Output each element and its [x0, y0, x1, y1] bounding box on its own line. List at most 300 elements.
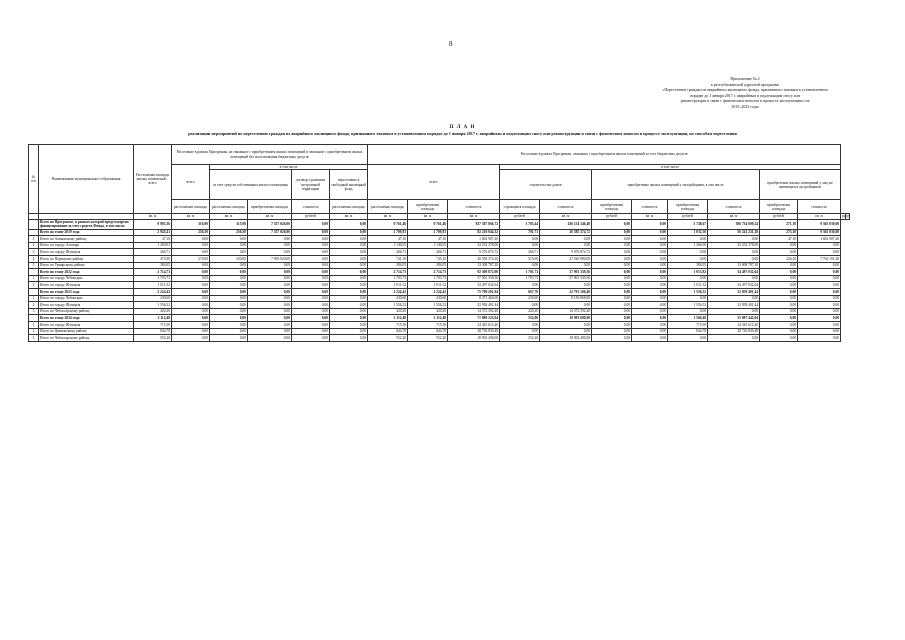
value-cell: 43 252 378,00 — [708, 242, 760, 249]
value-cell: 0,00 — [210, 335, 248, 342]
value-cell: 0,00 — [592, 219, 632, 229]
value-cell: 436 154 346,48 — [540, 219, 592, 229]
value-cell: 47,10 — [368, 236, 408, 243]
value-cell: 0,00 — [632, 262, 668, 269]
value-cell: 230,60 — [134, 295, 172, 302]
value-cell: 0,00 — [708, 256, 760, 263]
value-cell: 28 736 839,48 — [708, 328, 760, 335]
value-cell: 0,00 — [330, 302, 368, 309]
value-cell: 0,00 — [760, 249, 798, 256]
group-header-no-budget: Расселение в рамках Программы, не связанное с приобретением жилых помещений и связанное с приобретением жилых помещений без использования бюджетных средств — [172, 145, 368, 165]
value-cell: 0,00 — [248, 269, 292, 276]
value-cell: 266,71 — [134, 249, 172, 256]
value-cell: 0,00 — [210, 269, 248, 276]
value-cell: 2 714,73 — [368, 269, 408, 276]
value-cell: 745,10 — [408, 256, 448, 263]
value-cell: 844,78 — [368, 328, 408, 335]
value-cell: 0,00 — [760, 321, 798, 328]
value-cell: 0,00 — [592, 242, 632, 249]
value-cell: 0,00 — [540, 321, 592, 328]
col-header-cost: стоимость — [798, 200, 841, 214]
col-header-area-total: Расселяемая площадь жилых помещений – всего — [134, 145, 172, 214]
value-cell: 0,00 — [172, 315, 210, 322]
value-cell: 230,00 — [210, 256, 248, 263]
value-cell: 0,00 — [708, 236, 760, 243]
value-cell: 0,00 — [708, 335, 760, 342]
value-cell: 7 093 020,00 — [248, 256, 292, 263]
table-row — [29, 256, 850, 263]
value-cell: 9 365 030,00 — [798, 229, 841, 236]
row-number: 2 — [29, 328, 39, 335]
value-cell: 0,00 — [592, 335, 632, 342]
value-cell: 1 560,48 — [668, 315, 708, 322]
value-cell: 0,00 — [210, 288, 248, 295]
value-cell: 0,00 — [632, 256, 668, 263]
value-cell: 0,00 — [632, 269, 668, 276]
value-cell: 0,00 — [592, 275, 632, 282]
value-cell: 1 140,03 — [368, 242, 408, 249]
col-header-area-settled: расселяемая площадь — [210, 200, 248, 214]
row-number: 2 — [29, 242, 39, 249]
appendix-note — [625, 76, 865, 110]
value-cell: 844,78 — [668, 328, 708, 335]
value-cell: 9 365 030,00 — [798, 219, 841, 229]
value-cell: 0,00 — [668, 335, 708, 342]
value-cell: 28 558 374,20 — [448, 256, 500, 263]
col-header-cost: стоимость — [540, 200, 592, 214]
subgroup-header-incl-budget: в том числе — [500, 165, 841, 170]
row-number: 3 — [29, 308, 39, 315]
value-cell: 2 945,41 — [134, 229, 172, 236]
value-cell: 0,00 — [540, 328, 592, 335]
value-cell: 1 556,52 — [668, 288, 708, 295]
value-cell: 0,00 — [248, 242, 292, 249]
value-cell: 0,00 — [292, 328, 330, 335]
value-cell: 53 097 442,04 — [708, 315, 760, 322]
value-cell: 2 714,73 — [408, 269, 448, 276]
units-cell: кв. м — [330, 214, 368, 219]
value-cell: 0,00 — [292, 242, 330, 249]
municipality-name: Итого по Порецкому району — [39, 256, 134, 263]
value-cell: 92 309 872,00 — [448, 269, 500, 276]
value-cell: 0,00 — [292, 288, 330, 295]
value-cell: 0,00 — [330, 315, 368, 322]
col-header-self: за счет средств собственника жилого помещения — [210, 170, 292, 200]
value-cell: 0,00 — [798, 275, 841, 282]
value-cell: 715,50 — [408, 321, 448, 328]
value-cell: 1 140,03 — [408, 242, 448, 249]
value-cell: 1 701,73 — [500, 269, 540, 276]
value-cell: 0,00 — [330, 335, 368, 342]
value-cell: 52 958 401,44 — [708, 288, 760, 295]
value-cell: 0,00 — [172, 295, 210, 302]
value-cell: 0,00 — [798, 262, 841, 269]
value-cell: 0,00 — [592, 236, 632, 243]
table-row — [29, 302, 850, 309]
value-cell: 0,00 — [592, 328, 632, 335]
value-cell: 0,00 — [210, 249, 248, 256]
col-header-all-budget: всего — [368, 165, 500, 200]
value-cell: 7 762 191,20 — [798, 256, 841, 263]
table-row — [29, 236, 850, 243]
value-cell: 28 736 839,48 — [448, 328, 500, 335]
value-cell: 0,00 — [798, 282, 841, 289]
value-cell: 1 556,52 — [368, 302, 408, 309]
document-title: П Л А Н — [449, 125, 476, 130]
row-number: 1 — [29, 236, 39, 243]
value-cell: 52 958 401,44 — [448, 302, 500, 309]
value-cell: 34 497 032,64 — [708, 282, 760, 289]
value-cell: 667,70 — [500, 288, 540, 295]
value-cell: 0,00 — [540, 282, 592, 289]
units-cell: кв. м — [540, 214, 592, 219]
value-cell: 420,20 — [408, 308, 448, 315]
value-cell: 0,00 — [330, 249, 368, 256]
value-cell: 0,00 — [248, 275, 292, 282]
value-cell: 384,05 — [368, 262, 408, 269]
value-cell: 0,00 — [798, 308, 841, 315]
value-cell: 0,00 — [210, 282, 248, 289]
col-header-cost: стоимость — [708, 200, 760, 214]
value-cell: 0,00 — [632, 249, 668, 256]
value-cell: 56 241 231,20 — [708, 229, 760, 236]
value-cell: 0,00 — [172, 288, 210, 295]
value-cell: 844,78 — [408, 328, 448, 335]
value-cell: 552,20 — [500, 335, 540, 342]
units-cell: кв. м — [408, 214, 448, 219]
value-cell: 256,50 — [172, 229, 210, 236]
value-cell: 0,00 — [592, 315, 632, 322]
value-cell: 0,00 — [760, 275, 798, 282]
municipality-name: Итого по городу Чебоксары — [39, 295, 134, 302]
value-cell: 24 345 612,40 — [708, 321, 760, 328]
col-header-resettle: переселение в свободный жилищный фонд — [330, 170, 368, 200]
resettlement-plan-table — [28, 144, 850, 342]
value-cell: 47,10 — [760, 236, 798, 243]
municipality-name: Всего по этапу 2024 года — [39, 315, 134, 322]
value-cell: 0,00 — [210, 308, 248, 315]
value-cell: 715,50 — [668, 321, 708, 328]
value-cell: 2 224,42 — [134, 288, 172, 295]
value-cell: 552,00 — [500, 315, 540, 322]
value-cell: 0,00 — [632, 308, 668, 315]
value-cell: 0,00 — [760, 328, 798, 335]
value-cell: 0,00 — [540, 262, 592, 269]
row-number — [29, 229, 39, 236]
appendix-line: 2019–2025 годы — [731, 103, 759, 109]
municipality-name: Итого по городу Алатырь — [39, 242, 134, 249]
value-cell: 0,00 — [292, 219, 330, 229]
col-header-construct: строительство домов — [500, 170, 592, 200]
col-header-area-built: строящаяся площадь — [500, 200, 540, 214]
value-cell: 14 372 392,40 — [448, 308, 500, 315]
table-row — [29, 282, 850, 289]
municipality-name: Итого по Цивильскому району — [39, 328, 134, 335]
value-cell: 1 703,73 — [134, 275, 172, 282]
value-cell: 0,00 — [172, 328, 210, 335]
value-cell: 2 112,48 — [408, 315, 448, 322]
value-cell: 18 981 680,00 — [540, 315, 592, 322]
municipality-name: Всего по этапу 2022 года — [39, 269, 134, 276]
table-total-row — [29, 288, 850, 295]
value-cell: 0,00 — [632, 236, 668, 243]
col-header-cost: стоимость — [292, 200, 330, 214]
value-cell: 9 983,36 — [134, 219, 172, 229]
value-cell: 384,05 — [668, 262, 708, 269]
value-cell: 0,00 — [798, 295, 841, 302]
value-cell: 475,00 — [134, 256, 172, 263]
value-cell: 2 709,81 — [368, 229, 408, 236]
value-cell: 0,00 — [172, 275, 210, 282]
value-cell: 0,00 — [760, 262, 798, 269]
value-cell: 0,00 — [708, 275, 760, 282]
value-cell: 384,05 — [134, 262, 172, 269]
value-cell: 837 387 066,72 — [448, 219, 500, 229]
value-cell: 0,00 — [292, 249, 330, 256]
value-cell: 715,50 — [134, 321, 172, 328]
value-cell: 1 556,52 — [408, 302, 448, 309]
value-cell: 47,10 — [134, 236, 172, 243]
appendix-line: порядке до 1 января 2017 г. аварийным и подлежащим сносу или — [689, 92, 801, 98]
value-cell: 0,00 — [592, 256, 632, 263]
value-cell: 0,00 — [172, 308, 210, 315]
value-cell: 0,00 — [292, 282, 330, 289]
value-cell: 0,00 — [632, 335, 668, 342]
units-cell: кв. м — [248, 214, 292, 219]
col-header-acquire-persons: приобретение жилых помещений у лиц, не являющихся застройщиком — [760, 170, 841, 200]
row-number: 3 — [29, 335, 39, 342]
units-cell: рублей — [500, 214, 540, 219]
value-cell: 0,00 — [760, 242, 798, 249]
value-cell: 26 585 374,72 — [540, 229, 592, 236]
units-cell: рублей — [668, 214, 708, 219]
municipality-name: Итого по Чебоксарскому району — [39, 308, 134, 315]
value-cell: 0,00 — [248, 335, 292, 342]
table-row — [29, 242, 850, 249]
value-cell: 0,00 — [798, 335, 841, 342]
col-header-cost: стоимость — [448, 200, 500, 214]
value-cell: 0,00 — [592, 308, 632, 315]
value-cell: 82 210 044,32 — [448, 229, 500, 236]
value-cell: 0,00 — [798, 328, 841, 335]
value-cell: 552,20 — [368, 335, 408, 342]
value-cell: 1 013,82 — [668, 269, 708, 276]
value-cell: 13 308 787,20 — [448, 262, 500, 269]
value-cell: 13 008 787,20 — [708, 262, 760, 269]
table-total-row — [29, 269, 850, 276]
value-cell: 266,71 — [500, 249, 540, 256]
value-cell: 0,00 — [172, 236, 210, 243]
value-cell: 273,10 — [760, 229, 798, 236]
value-cell: 57 901 339,56 — [448, 275, 500, 282]
value-cell: 0,00 — [592, 302, 632, 309]
value-cell: 0,00 — [668, 275, 708, 282]
municipality-name: Всего по этапу 2019 года — [39, 229, 134, 236]
value-cell: 0,00 — [330, 321, 368, 328]
value-cell: 0,00 — [708, 295, 760, 302]
value-cell: 14 372 392,40 — [540, 308, 592, 315]
col-header-agreement: договор о развитии застроенной территории — [292, 170, 330, 200]
units-cell: кв. м — [134, 214, 172, 219]
value-cell: 0,00 — [330, 229, 368, 236]
value-cell: 0,00 — [708, 249, 760, 256]
value-cell: 18 902 400,00 — [448, 335, 500, 342]
value-cell: 1 011,52 — [368, 282, 408, 289]
table-total-row — [29, 219, 850, 229]
col-header-area-acq: приобретаемая площадь — [760, 200, 798, 214]
units-cell: р — [842, 214, 844, 219]
value-cell: 0,00 — [798, 315, 841, 322]
value-cell: 0,00 — [292, 295, 330, 302]
value-cell: 0,00 — [760, 335, 798, 342]
value-cell: 0,00 — [210, 321, 248, 328]
value-cell: 0,00 — [292, 236, 330, 243]
value-cell: 57 901 339,56 — [540, 269, 592, 276]
value-cell: 1 556,52 — [668, 302, 708, 309]
table-row — [29, 295, 850, 302]
group-header-budget: Расселение в рамках Программы, связанное с приобретением жилых помещений за счет бюджетных средств — [368, 145, 841, 165]
value-cell: 0,00 — [210, 236, 248, 243]
value-cell: 316,90 — [172, 219, 210, 229]
value-cell: 0,00 — [798, 249, 841, 256]
value-cell: 0,00 — [798, 288, 841, 295]
value-cell: 741,10 — [368, 256, 408, 263]
value-cell: 0,00 — [592, 321, 632, 328]
value-cell: 0,00 — [210, 315, 248, 322]
value-cell: 230,60 — [368, 295, 408, 302]
units-cell: кв. м — [448, 214, 500, 219]
value-cell: 9 761,46 — [368, 219, 408, 229]
value-cell: 0,00 — [248, 321, 292, 328]
row-number: 5 — [29, 262, 39, 269]
col-header-name: Наименование муниципального образования — [39, 145, 134, 214]
units-cell: кв. м — [172, 214, 210, 219]
page-number: 8 — [449, 40, 453, 48]
units-cell: кв. м — [632, 214, 668, 219]
units-cell: кв. м — [368, 214, 408, 219]
value-cell: 7 557 026,00 — [248, 229, 292, 236]
value-cell: 0,00 — [760, 315, 798, 322]
units-cell: р — [846, 214, 849, 219]
appendix-line: к республиканской адресной программе — [710, 81, 780, 87]
value-cell: 420,20 — [500, 308, 540, 315]
row-number — [29, 315, 39, 322]
value-cell: 0,00 — [632, 242, 668, 249]
value-cell: 0,00 — [292, 321, 330, 328]
value-cell: 47,10 — [408, 236, 448, 243]
value-cell: 1 602 907,20 — [798, 236, 841, 243]
col-header-num: № п/п — [29, 145, 39, 214]
value-cell: 0,00 — [248, 315, 292, 322]
col-header-area-acquired: приобретаемая площадь — [408, 200, 448, 214]
value-cell: 701,71 — [500, 229, 540, 236]
value-cell: 0,00 — [172, 335, 210, 342]
value-cell: 0,00 — [668, 295, 708, 302]
row-number: 1 — [29, 275, 39, 282]
row-number — [29, 269, 39, 276]
value-cell: 0,00 — [248, 308, 292, 315]
value-cell: 0,00 — [500, 328, 540, 335]
value-cell: 552,20 — [134, 335, 172, 342]
row-number: 2 — [29, 302, 39, 309]
value-cell: 0,00 — [668, 256, 708, 263]
value-cell: 0,00 — [708, 308, 760, 315]
table-row — [29, 275, 850, 282]
document-title-block — [60, 124, 865, 137]
value-cell: 0,00 — [210, 242, 248, 249]
value-cell: 0,00 — [172, 249, 210, 256]
table-row — [29, 308, 850, 315]
value-cell: 0,00 — [540, 302, 592, 309]
value-cell: 0,00 — [210, 302, 248, 309]
subgroup-header-incl: в том числе — [210, 165, 368, 170]
value-cell: 71 880 223,04 — [448, 315, 500, 322]
value-cell: 75 709 261,84 — [448, 288, 500, 295]
value-cell: 0,00 — [330, 275, 368, 282]
value-cell: 0,00 — [798, 269, 841, 276]
value-cell: 1 602 907,20 — [448, 236, 500, 243]
value-cell: 1 011,52 — [668, 282, 708, 289]
value-cell: 34 497 032,64 — [708, 269, 760, 276]
units-cell: рублей — [592, 214, 632, 219]
municipality-name: Итого по Аликовскому району — [39, 236, 134, 243]
col-header-area-acq: приобретаемая площадь — [592, 200, 632, 214]
value-cell: 0,00 — [798, 302, 841, 309]
col-header-area-settled: расселяемая площадь — [330, 200, 368, 214]
value-cell: 0,00 — [172, 262, 210, 269]
value-cell: 226,20 — [760, 256, 798, 263]
value-cell: 1 011,52 — [408, 282, 448, 289]
value-cell: 0,00 — [172, 282, 210, 289]
value-cell: 3 785,44 — [500, 219, 540, 229]
table-row — [29, 249, 850, 256]
value-cell: 2 112,48 — [368, 315, 408, 322]
value-cell: 9 276 874,72 — [448, 249, 500, 256]
value-cell: 384,05 — [408, 262, 448, 269]
value-cell: 0,00 — [330, 288, 368, 295]
row-number: 4 — [29, 256, 39, 263]
value-cell: 0,00 — [210, 295, 248, 302]
row-number — [29, 219, 39, 229]
value-cell: 1 703,73 — [500, 275, 540, 282]
value-cell: 0,00 — [248, 302, 292, 309]
value-cell: 43 252 378,00 — [448, 242, 500, 249]
value-cell: 5 748,67 — [668, 219, 708, 229]
value-cell: 24 345 612,40 — [448, 321, 500, 328]
value-cell: 34 497 032,64 — [448, 282, 500, 289]
value-cell: 230,60 — [408, 295, 448, 302]
table-total-row — [29, 315, 850, 322]
value-cell: 0,00 — [760, 288, 798, 295]
value-cell: 0,00 — [248, 262, 292, 269]
value-cell: 0,00 — [210, 275, 248, 282]
value-cell: 0,00 — [500, 262, 540, 269]
appendix-line: Приложение № 2 — [730, 76, 760, 81]
value-cell: 0,00 — [632, 275, 668, 282]
value-cell: 0,00 — [330, 269, 368, 276]
document-subtitle: реализации мероприятий по переселению граждан из аварийного жилищного фонда, признанного таковым в установленном порядке до 1 января 2017 г. аварийным и подлежащим сносу или реконструкции в связи с физическим износом в процессе эксплуатации, по способам переселения — [188, 131, 737, 136]
value-cell: 0,00 — [292, 256, 330, 263]
value-cell: 266,71 — [368, 249, 408, 256]
table-row — [29, 328, 850, 335]
value-cell: 7 557 026,00 — [248, 219, 292, 229]
units-cell: рублей — [292, 214, 330, 219]
value-cell: 2 714,73 — [134, 269, 172, 276]
value-cell: 0,00 — [632, 321, 668, 328]
appendix-line: реконструкции в связи с физическим износом в процессе эксплуатации» на — [680, 98, 810, 104]
value-cell: 0,00 — [248, 282, 292, 289]
value-cell: 0,00 — [248, 249, 292, 256]
